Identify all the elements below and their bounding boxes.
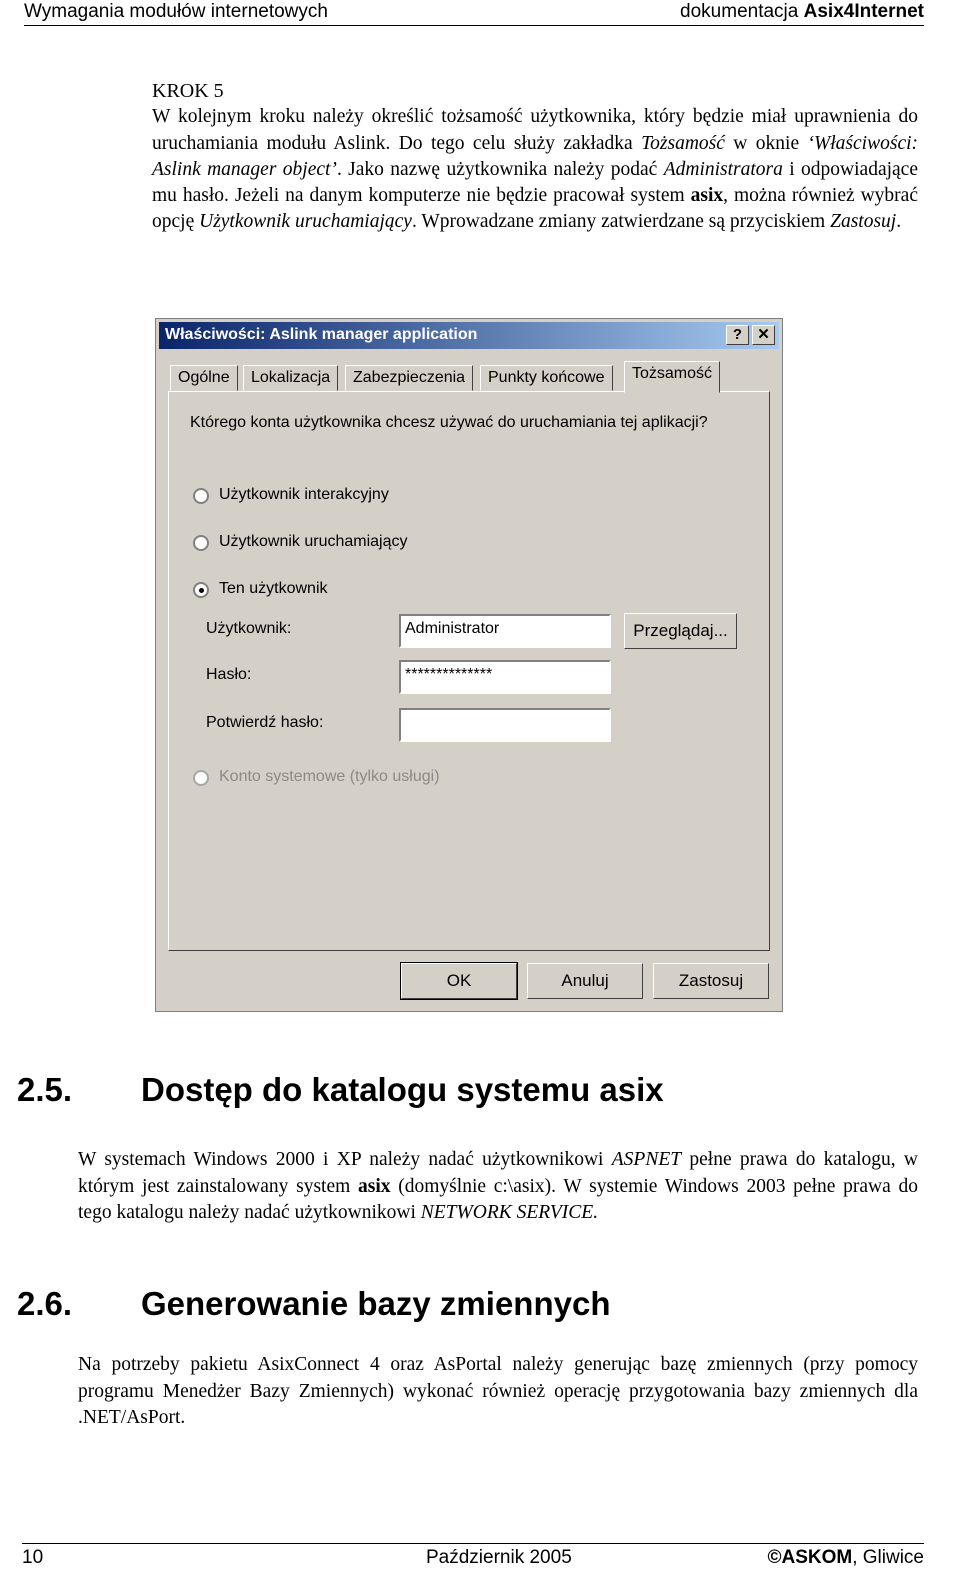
radio-this-user[interactable]	[193, 582, 209, 598]
confirm-password-label: Potwierdź hasło:	[206, 714, 324, 731]
section-title: Dostęp do katalogu systemu asix	[141, 1071, 664, 1108]
section-number: 2.6.	[17, 1285, 73, 1322]
header-doc-title: Wymagania modułów internetowych	[24, 1, 328, 22]
radio-this-user-label: Ten użytkownik	[219, 580, 328, 597]
tab-strip	[168, 361, 768, 391]
tab-identity[interactable]: Tożsamość	[624, 361, 720, 393]
radio-launching-user-label: Użytkownik uruchamiający	[219, 533, 408, 550]
footer-date: Październik 2005	[426, 1547, 572, 1568]
help-button[interactable]: ?	[726, 325, 749, 345]
radio-interactive-user-label: Użytkownik interakcyjny	[219, 486, 389, 503]
page-footer	[22, 1543, 924, 1583]
radio-launching-user[interactable]	[193, 535, 209, 551]
radio-interactive-user[interactable]	[193, 488, 209, 504]
page-number: 10	[22, 1547, 44, 1568]
confirm-password-input[interactable]	[399, 708, 611, 742]
page-header	[24, 0, 924, 26]
section-2-5-heading	[17, 1071, 664, 1109]
ok-button[interactable]: OK	[401, 963, 517, 999]
dialog-titlebar	[159, 322, 779, 349]
password-input[interactable]: **************	[399, 660, 611, 694]
tab-security[interactable]: Zabezpieczenia	[345, 365, 473, 391]
section-2-5-paragraph: W systemach Windows 2000 i XP należy nadać użytkownikowi ASPNET pełne prawa do katalogu, w którym jest zainstalowany system asix (domyślnie c:\asix). W systemie Windows 2003 pełne prawa do tego katalogu należy nadać użytkownikowi NETWORK SERVICE.	[78, 1149, 919, 1223]
identity-question: Którego konta użytkownika chcesz używać do uruchamiania tej aplikacji?	[190, 414, 708, 431]
section-2-6-heading	[17, 1285, 610, 1323]
close-button[interactable]: ✕	[752, 325, 775, 345]
step-paragraph: W kolejnym kroku należy określić tożsamość użytkownika, który będzie miał uprawnienia do uruchamiania modułu Aslink. Do tego celu służy zakładka Tożsamość w oknie ‘Właściwości: Aslink manager object’. Jako nazwę użytkownika należy podać Administratora i odpowiadające mu hasło. Jeżeli na danym komputerze nie będzie pracował system asix, można również wybrać opcję Użytkownik uruchamiający. Wprowadzane zmiany zatwierdzane są przyciskiem Zastosuj.	[152, 106, 919, 233]
header-product: dokumentacja Asix4Internet	[680, 1, 924, 22]
section-2-6-paragraph: Na potrzeby pakietu AsixConnect 4 oraz AsPortal należy generując bazę zmiennych (przy pomocy programu Menedżer Bazy Zmiennych) wykonać również operację przygotowania bazy zmiennych dla .NET/AsPort.	[78, 1354, 918, 1428]
radio-system-account	[193, 770, 209, 786]
browse-button[interactable]: Przeglądaj...	[624, 613, 737, 649]
section-title: Generowanie bazy zmiennych	[141, 1285, 611, 1322]
dialog-title: Właściwości: Aslink manager application	[165, 326, 478, 343]
tab-endpoints[interactable]: Punkty końcowe	[480, 365, 613, 391]
tab-general[interactable]: Ogólne	[170, 365, 238, 391]
section-number: 2.5.	[17, 1071, 73, 1108]
user-input[interactable]: Administrator	[399, 614, 611, 648]
user-label: Użytkownik:	[206, 620, 292, 637]
cancel-button[interactable]: Anuluj	[527, 963, 643, 999]
radio-system-account-label: Konto systemowe (tylko usługi)	[219, 768, 440, 785]
step-title: KROK 5	[152, 80, 224, 102]
footer-copyright: ©ASKOM, Gliwice	[767, 1547, 924, 1568]
step-5-block	[152, 78, 918, 236]
tab-location[interactable]: Lokalizacja	[243, 365, 338, 391]
identity-panel	[168, 391, 770, 951]
apply-button[interactable]: Zastosuj	[653, 963, 769, 999]
properties-dialog	[155, 318, 783, 1012]
password-label: Hasło:	[206, 666, 252, 683]
